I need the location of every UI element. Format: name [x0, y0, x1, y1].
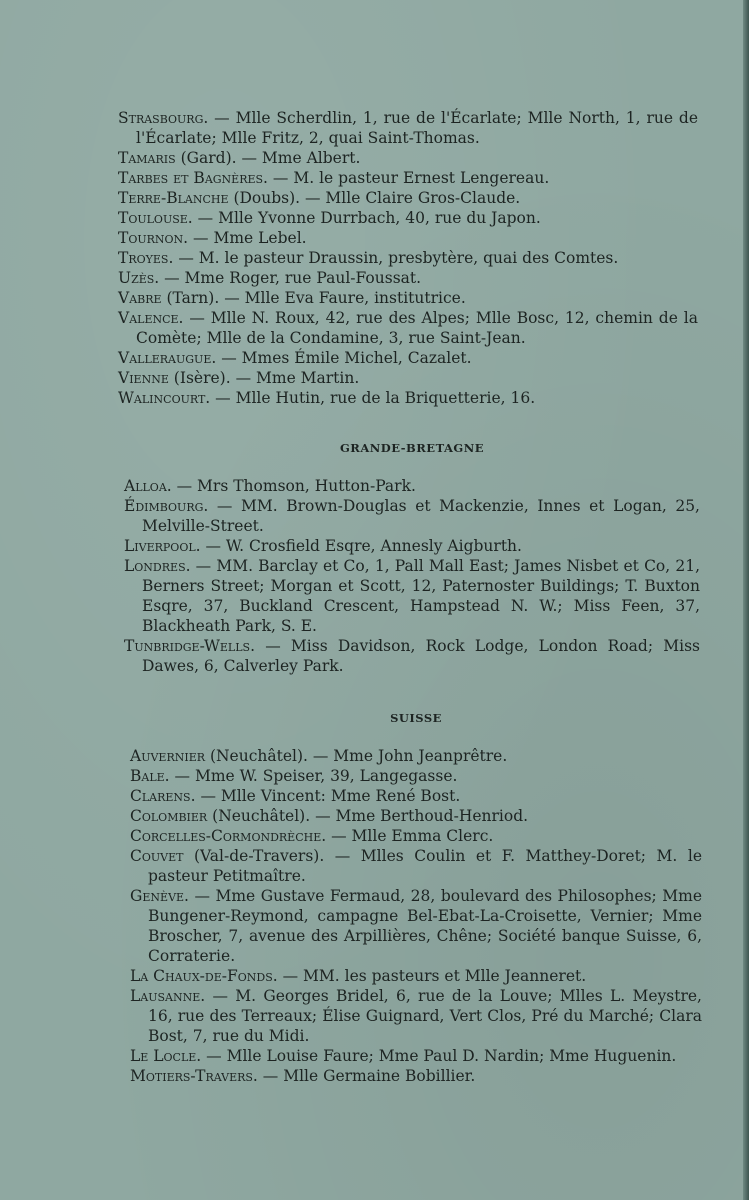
entry-text: (Doubs). — Mlle Claire Gros-Claude. — [228, 189, 521, 207]
list-item — [118, 148, 698, 168]
entry-text: — Miss Davidson, Rock Lodge, London Road; Miss Dawes, 6, Calverley Park. — [142, 637, 700, 675]
entry-text: — Mlle Germaine Bobillier. — [257, 1067, 476, 1085]
entry-text: (Neuchâtel). — Mme Berthoud-Henriod. — [207, 807, 529, 825]
place-name: Tarbes et Bagnères. — [118, 169, 268, 187]
list-item — [130, 786, 702, 806]
entry-text: (Neuchâtel). — Mme John Jeanprêtre. — [205, 747, 508, 765]
place-name: Vienne — [118, 369, 169, 387]
place-name: Colombier — [130, 807, 208, 825]
entry-text: — Mlle Emma Clerc. — [326, 827, 494, 845]
entry-text: (Isère). — Mme Martin. — [168, 369, 360, 387]
page-edge — [743, 0, 749, 1200]
entry-text: — MM. les pasteurs et Mlle Jeanneret. — [277, 967, 587, 985]
place-name: Valence. — [118, 309, 184, 327]
entry-text: — Mlle Yvonne Durrbach, 40, rue du Japon. — [192, 209, 541, 227]
place-name: Tournon. — [118, 229, 189, 247]
list-item — [118, 348, 698, 368]
list-item — [130, 966, 702, 986]
place-name: Strasbourg. — [118, 109, 209, 127]
list-item — [130, 986, 702, 1046]
list-item — [118, 208, 698, 228]
place-name: Tamaris — [118, 149, 176, 167]
list-item — [130, 1066, 702, 1086]
place-name: Clarens. — [130, 787, 196, 805]
place-name: Alloa. — [124, 477, 172, 495]
entry-text: — MM. Brown-Douglas et Mackenzie, Innes et Logan, 25, Melville-Street. — [142, 497, 700, 535]
entry-text: — Mlle Scherdlin, 1, rue de l'Écarlate; Mlle North, 1, rue de l'Écarlate; Mlle Fritz, 2, quai Saint-Thomas. — [136, 109, 698, 147]
entry-text: — Mme W. Speiser, 39, Langegasse. — [169, 767, 458, 785]
entry-text: — Mlle N. Roux, 42, rue des Alpes; Mlle Bosc, 12, chemin de la Comète; Mlle de la Condamine, 3, rue Saint-Jean. — [136, 309, 698, 347]
entry-text: — W. Crosfield Esqre, Annesly Aigburth. — [200, 537, 522, 555]
list-item — [130, 766, 702, 786]
list-item — [118, 368, 698, 388]
place-name: Vabre — [118, 289, 162, 307]
section-suisse — [130, 708, 702, 1086]
place-name: Londres. — [124, 557, 191, 575]
list-item — [124, 476, 700, 496]
place-name: Bale. — [130, 767, 170, 785]
list-item — [130, 746, 702, 766]
list-item — [124, 536, 700, 556]
place-name: Uzès. — [118, 269, 160, 287]
place-name: Genève. — [130, 887, 189, 905]
list-item — [118, 168, 698, 188]
list-item — [130, 806, 702, 826]
entry-list — [118, 108, 698, 408]
entry-text: — Mme Gustave Fermaud, 28, boulevard des Philosophes; Mme Bungener-Reymond, campagne Bel-Ebat-La-Croisette, Vernier; Mme Broscher, 7, avenue des Arpillières, Chêne; Société banque Suisse, 6, Corraterie. — [148, 887, 702, 965]
entry-list — [124, 476, 700, 676]
list-item — [118, 228, 698, 248]
list-item — [124, 556, 700, 636]
place-name: Corcelles-Cormondrèche. — [130, 827, 327, 845]
place-name: Troyes. — [118, 249, 174, 267]
entry-text: — Mlle Louise Faure; Mme Paul D. Nardin; Mme Huguenin. — [201, 1047, 677, 1065]
list-item — [118, 188, 698, 208]
entry-text: (Val-de-Travers). — Mlles Coulin et F. Matthey-Doret; M. le pasteur Petitmaître. — [148, 847, 702, 885]
place-name: Auvernier — [130, 747, 206, 765]
entry-text: — Mrs Thomson, Hutton-Park. — [171, 477, 416, 495]
place-name: Liverpool. — [124, 537, 201, 555]
list-item — [124, 496, 700, 536]
entry-text: — Mlle Vincent: Mme René Bost. — [195, 787, 461, 805]
list-item — [118, 268, 698, 288]
list-item — [130, 1046, 702, 1066]
place-name: Le Locle. — [130, 1047, 202, 1065]
entry-text: — M. le pasteur Ernest Lengereau. — [268, 169, 550, 187]
place-name: Walincourt. — [118, 389, 211, 407]
section-heading: GRANDE-BRETAGNE — [339, 441, 485, 455]
entry-text: — Mlle Hutin, rue de la Briquetterie, 16. — [210, 389, 536, 407]
entry-text: (Tarn). — Mlle Eva Faure, institutrice. — [161, 289, 466, 307]
list-item — [118, 388, 698, 408]
section-grande-bretagne — [124, 438, 700, 676]
list-item — [130, 826, 702, 846]
entry-text: — MM. Barclay et Co, 1, Pall Mall East; James Nisbet et Co, 21, Berners Street; Morgan et Scott, 12, Paternoster Buildings; T. Buxton Esqre, 37, Buckland Crescent, Hampstead N. W.; Miss Feen, 37, Blackheath Park, S. E. — [142, 557, 700, 635]
place-name: Édimbourg. — [124, 497, 209, 515]
entry-text: — M. Georges Bridel, 6, rue de la Louve; Mlles L. Meystre, 16, rue des Terreaux; Élise Guignard, Vert Clos, Pré du Marché; Clara Bost, 7, rue du Midi. — [148, 987, 702, 1045]
list-item — [130, 846, 702, 886]
section-france — [118, 108, 698, 408]
place-name: Terre-Blanche — [118, 189, 229, 207]
list-item — [118, 108, 698, 148]
list-item — [118, 308, 698, 348]
list-item — [118, 288, 698, 308]
place-name: Lausanne. — [130, 987, 206, 1005]
entry-text: — M. le pasteur Draussin, presbytère, quai des Comtes. — [173, 249, 619, 267]
list-item — [124, 636, 700, 676]
place-name: Valleraugue. — [118, 349, 217, 367]
place-name: Couvet — [130, 847, 184, 865]
place-name: Motiers-Travers. — [130, 1067, 258, 1085]
list-item — [130, 886, 702, 966]
entry-text: (Gard). — Mme Albert. — [175, 149, 361, 167]
entry-text: — Mme Lebel. — [188, 229, 307, 247]
place-name: Toulouse. — [118, 209, 193, 227]
list-item — [118, 248, 698, 268]
entry-text: — Mmes Émile Michel, Cazalet. — [216, 349, 472, 367]
place-name: La Chaux-de-Fonds. — [130, 967, 278, 985]
place-name: Tunbridge-Wells. — [124, 637, 256, 655]
entry-text: — Mme Roger, rue Paul-Foussat. — [159, 269, 422, 287]
entry-list — [130, 746, 702, 1086]
section-heading: SUISSE — [390, 711, 442, 725]
